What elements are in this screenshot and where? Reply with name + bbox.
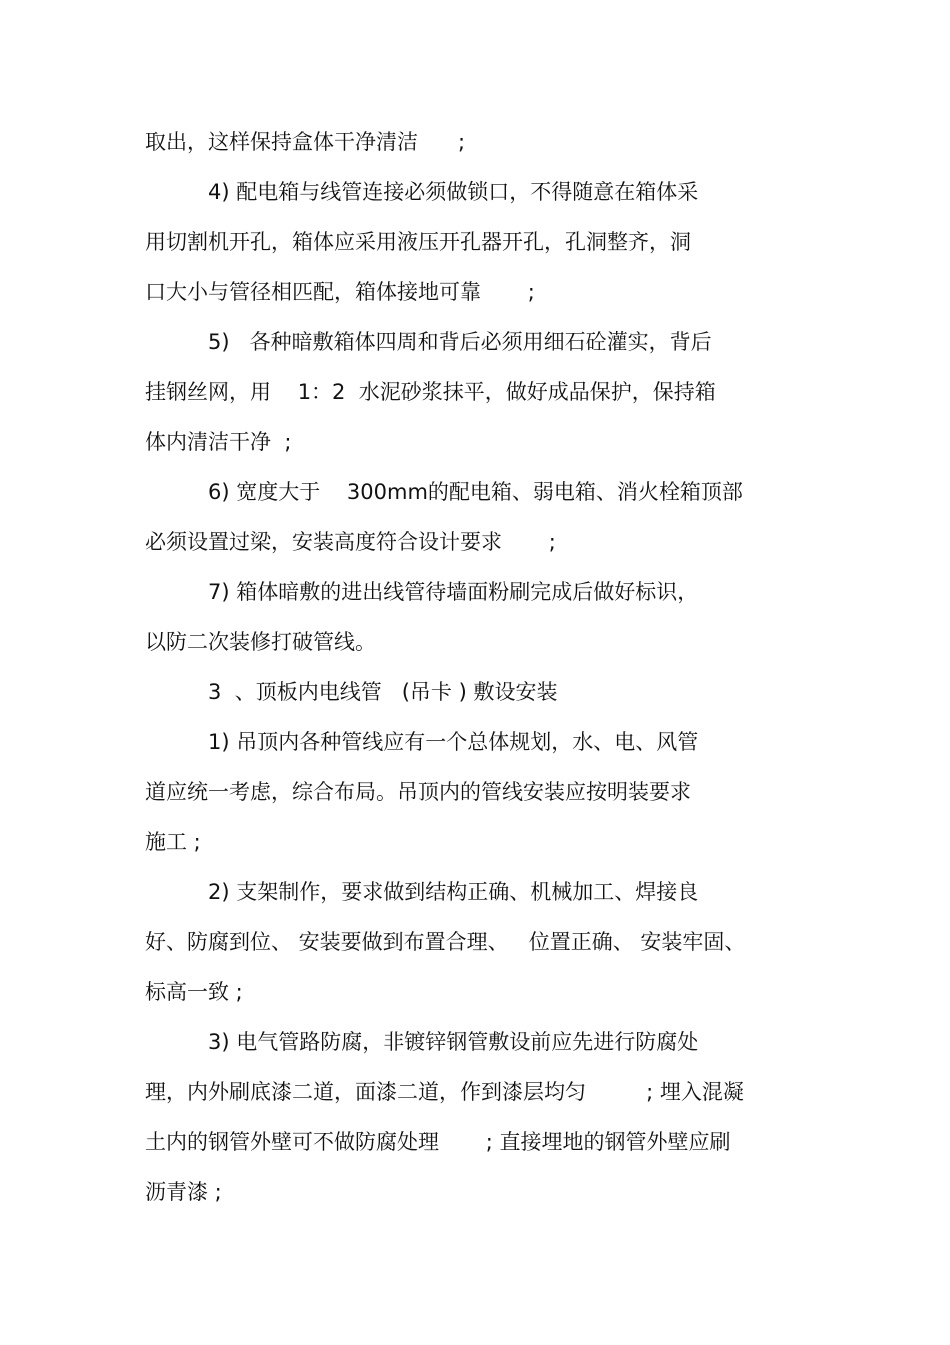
text-line: 理，内外刷底漆二道，面漆二道，作到漆层均匀 ; 埋入混凝 bbox=[145, 1080, 744, 1104]
text-line: 5) 各种暗敷箱体四周和背后必须用细石砼灌实，背后 bbox=[208, 330, 712, 354]
text-line: 4) 配电箱与线管连接必须做锁口，不得随意在箱体采 bbox=[208, 180, 699, 204]
text-line: 挂钢丝网，用 1：2 水泥砂浆抹平，做好成品保护，保持箱 bbox=[145, 380, 716, 404]
text-line: 土内的钢管外壁可不做防腐处理 ; 直接埋地的钢管外壁应刷 bbox=[145, 1130, 731, 1154]
text-line: 口大小与管径相匹配，箱体接地可靠 ; bbox=[145, 280, 535, 304]
text-line: 7) 箱体暗敷的进出线管待墙面粉刷完成后做好标识， bbox=[208, 580, 699, 604]
text-line: 取出，这样保持盒体干净清洁 ; bbox=[145, 130, 466, 154]
text-line: 必须设置过梁，安装高度符合设计要求 ; bbox=[145, 530, 556, 554]
text-line: 道应统一考虑，综合布局。吊顶内的管线安装应按明装要求 bbox=[145, 780, 691, 804]
text-line: 标高一致 ; bbox=[145, 980, 243, 1004]
text-line: 体内清洁干净 ; bbox=[145, 430, 292, 454]
text-line: 以防二次装修打破管线。 bbox=[145, 630, 376, 654]
text-line: 2) 支架制作，要求做到结构正确、机械加工、焊接良 bbox=[208, 880, 699, 904]
text-line: 沥青漆 ; bbox=[145, 1180, 222, 1204]
section-heading: 3 、顶板内电线管 (吊卡 ) 敷设安装 bbox=[208, 680, 558, 704]
text-line: 好、防腐到位、 安装要做到布置合理、 位置正确、 安装牢固、 bbox=[145, 930, 746, 954]
text-line: 3) 电气管路防腐，非镀锌钢管敷设前应先进行防腐处 bbox=[208, 1030, 699, 1054]
text-line: 用切割机开孔，箱体应采用液压开孔器开孔，孔洞整齐，洞 bbox=[145, 230, 691, 254]
text-line: 6) 宽度大于 300mm的配电箱、弱电箱、消火栓箱顶部 bbox=[208, 480, 743, 504]
text-line: 1) 吊顶内各种管线应有一个总体规划，水、电、风管 bbox=[208, 730, 699, 754]
text-line: 施工 ; bbox=[145, 830, 201, 854]
